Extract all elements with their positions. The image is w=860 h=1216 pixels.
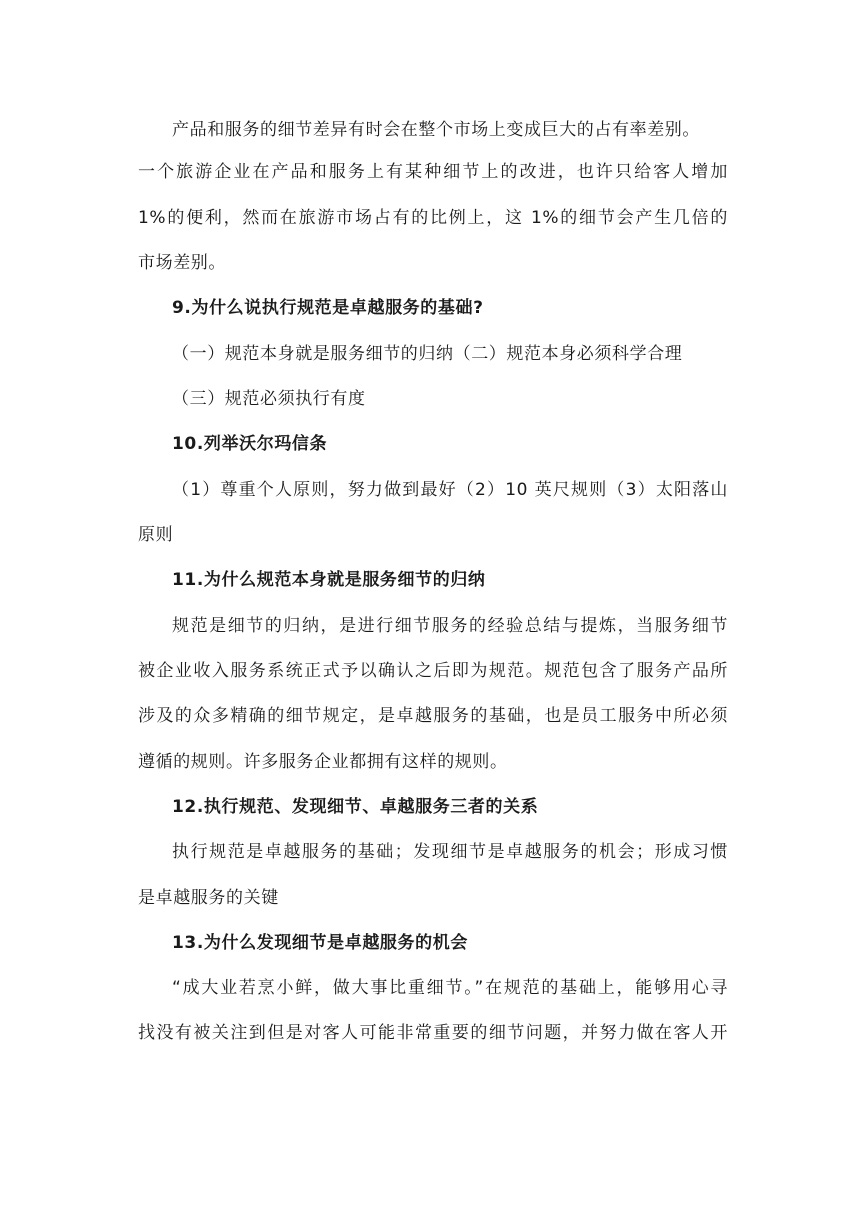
answer-line: （一）规范本身就是服务细节的归纳（二）规范本身必须科学合理 bbox=[172, 344, 683, 364]
answer-line: （1）尊重个人原则，努力做到最好（2）10 英尺规则（3）太阳落山 bbox=[172, 480, 728, 500]
paragraph-line: 一个旅游企业在产品和服务上有某种细节上的改进，也许只给客人增加 bbox=[138, 162, 728, 182]
paragraph-line: 产品和服务的细节差异有时会在整个市场上变成巨大的占有率差别。 bbox=[172, 120, 700, 140]
question-heading: 12.执行规范、发现细节、卓越服务三者的关系 bbox=[172, 797, 539, 817]
paragraph-line: 执行规范是卓越服务的基础；发现细节是卓越服务的机会；形成习惯 bbox=[172, 842, 728, 862]
paragraph-line: 涉及的众多精确的细节规定，是卓越服务的基础，也是员工服务中所必须 bbox=[138, 706, 728, 726]
paragraph-line: 被企业收入服务系统正式予以确认之后即为规范。规范包含了服务产品所 bbox=[138, 661, 728, 681]
paragraph-line: 规范是细节的归纳，是进行细节服务的经验总结与提炼，当服务细节 bbox=[172, 616, 728, 636]
question-heading: 13.为什么发现细节是卓越服务的机会 bbox=[172, 933, 468, 953]
paragraph-line: 遵循的规则。许多服务企业都拥有这样的规则。 bbox=[138, 752, 508, 772]
paragraph-line: 是卓越服务的关键 bbox=[138, 888, 279, 908]
paragraph-line: 找没有被关注到但是对客人可能非常重要的细节问题，并努力做在客人开 bbox=[138, 1023, 728, 1043]
paragraph-line: “成大业若烹小鲜，做大事比重细节。”在规范的基础上，能够用心寻 bbox=[172, 978, 728, 998]
paragraph-line: 1%的便利，然而在旅游市场占有的比例上，这 1%的细节会产生几倍的 bbox=[138, 208, 728, 228]
question-heading: 11.为什么规范本身就是服务细节的归纳 bbox=[172, 570, 486, 590]
question-heading: 9.为什么说执行规范是卓越服务的基础? bbox=[172, 298, 484, 318]
paragraph-line: 市场差别。 bbox=[138, 253, 226, 273]
answer-line: 原则 bbox=[138, 525, 174, 545]
question-heading: 10.列举沃尔玛信条 bbox=[172, 434, 328, 454]
answer-line: （三）规范必须执行有度 bbox=[172, 389, 366, 409]
